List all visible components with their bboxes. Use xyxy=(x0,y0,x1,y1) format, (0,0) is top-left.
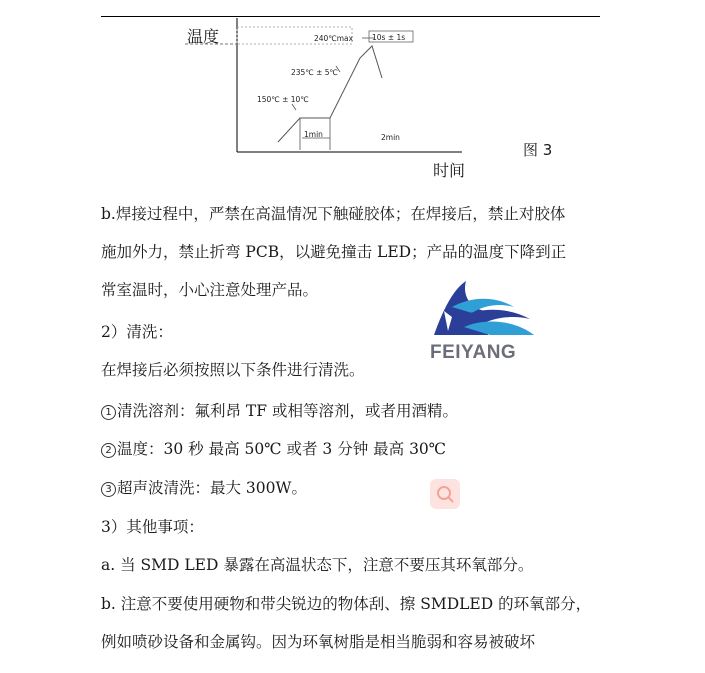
cleaning-heading: 2）清洗： xyxy=(101,323,173,341)
other-heading: 3）其他事项： xyxy=(101,518,204,536)
logo-wordmark: FEIYANG xyxy=(430,342,517,363)
peak-time-label: 10s ± 1s xyxy=(372,33,406,42)
item-3-text: 超声波清洗：最大 300W。 xyxy=(117,479,307,497)
item-number-1: 1 xyxy=(101,405,116,420)
para-b2-line-1: b. 注意不要使用硬物和带尖锐边的物体刮、擦 SMDLED 的环氧部分， xyxy=(101,595,592,613)
item-1-text: 清洗溶剂：氟利昂 TF 或相等溶剂，或者用酒精。 xyxy=(117,402,458,420)
para-b2-line-2: 例如喷砂设备和金属钩。因为环氧树脂是相当脆弱和容易被破坏 xyxy=(101,633,536,651)
preheat-temp-label: 150℃ ± 10℃ xyxy=(257,95,309,104)
ramp-time-label: 2min xyxy=(381,133,400,142)
search-icon xyxy=(430,479,460,509)
reflow-profile-graph xyxy=(0,0,705,190)
x-axis-label: 时间 xyxy=(433,161,466,180)
cleaning-item-1 xyxy=(101,399,458,421)
para-b-line-2: 施加外力，禁止折弯 PCB，以避免撞击 LED；产品的温度下降到正 xyxy=(101,243,567,261)
search-overlay-button[interactable] xyxy=(430,479,460,509)
preheat-label-pointer xyxy=(292,104,296,110)
preheat-time-label: 1min xyxy=(304,130,323,139)
para-a: a. 当 SMD LED 暴露在高温状态下，注意不要压其环氧部分。 xyxy=(101,556,534,574)
cleaning-intro: 在焊接后必须按照以下条件进行清洗。 xyxy=(101,361,365,379)
y-axis-label: 温度 xyxy=(187,27,220,46)
mid-temp-label: 235℃ ± 5℃ xyxy=(291,68,338,77)
cleaning-item-2 xyxy=(101,437,446,459)
peak-temp-label: 240℃max xyxy=(314,34,354,43)
item-number-2: 2 xyxy=(101,443,116,458)
item-2-text: 温度：30 秒 最高 50℃ 或者 3 分钟 最高 30℃ xyxy=(117,440,447,458)
para-b-line-1: b.焊接过程中，严禁在高温情况下触碰胶体；在焊接后，禁止对胶体 xyxy=(101,205,566,223)
figure-label: 图 3 xyxy=(523,141,553,159)
item-number-3: 3 xyxy=(101,482,116,497)
para-b-line-3: 常室温时，小心注意处理产品。 xyxy=(101,281,319,299)
cleaning-item-3 xyxy=(101,476,307,498)
